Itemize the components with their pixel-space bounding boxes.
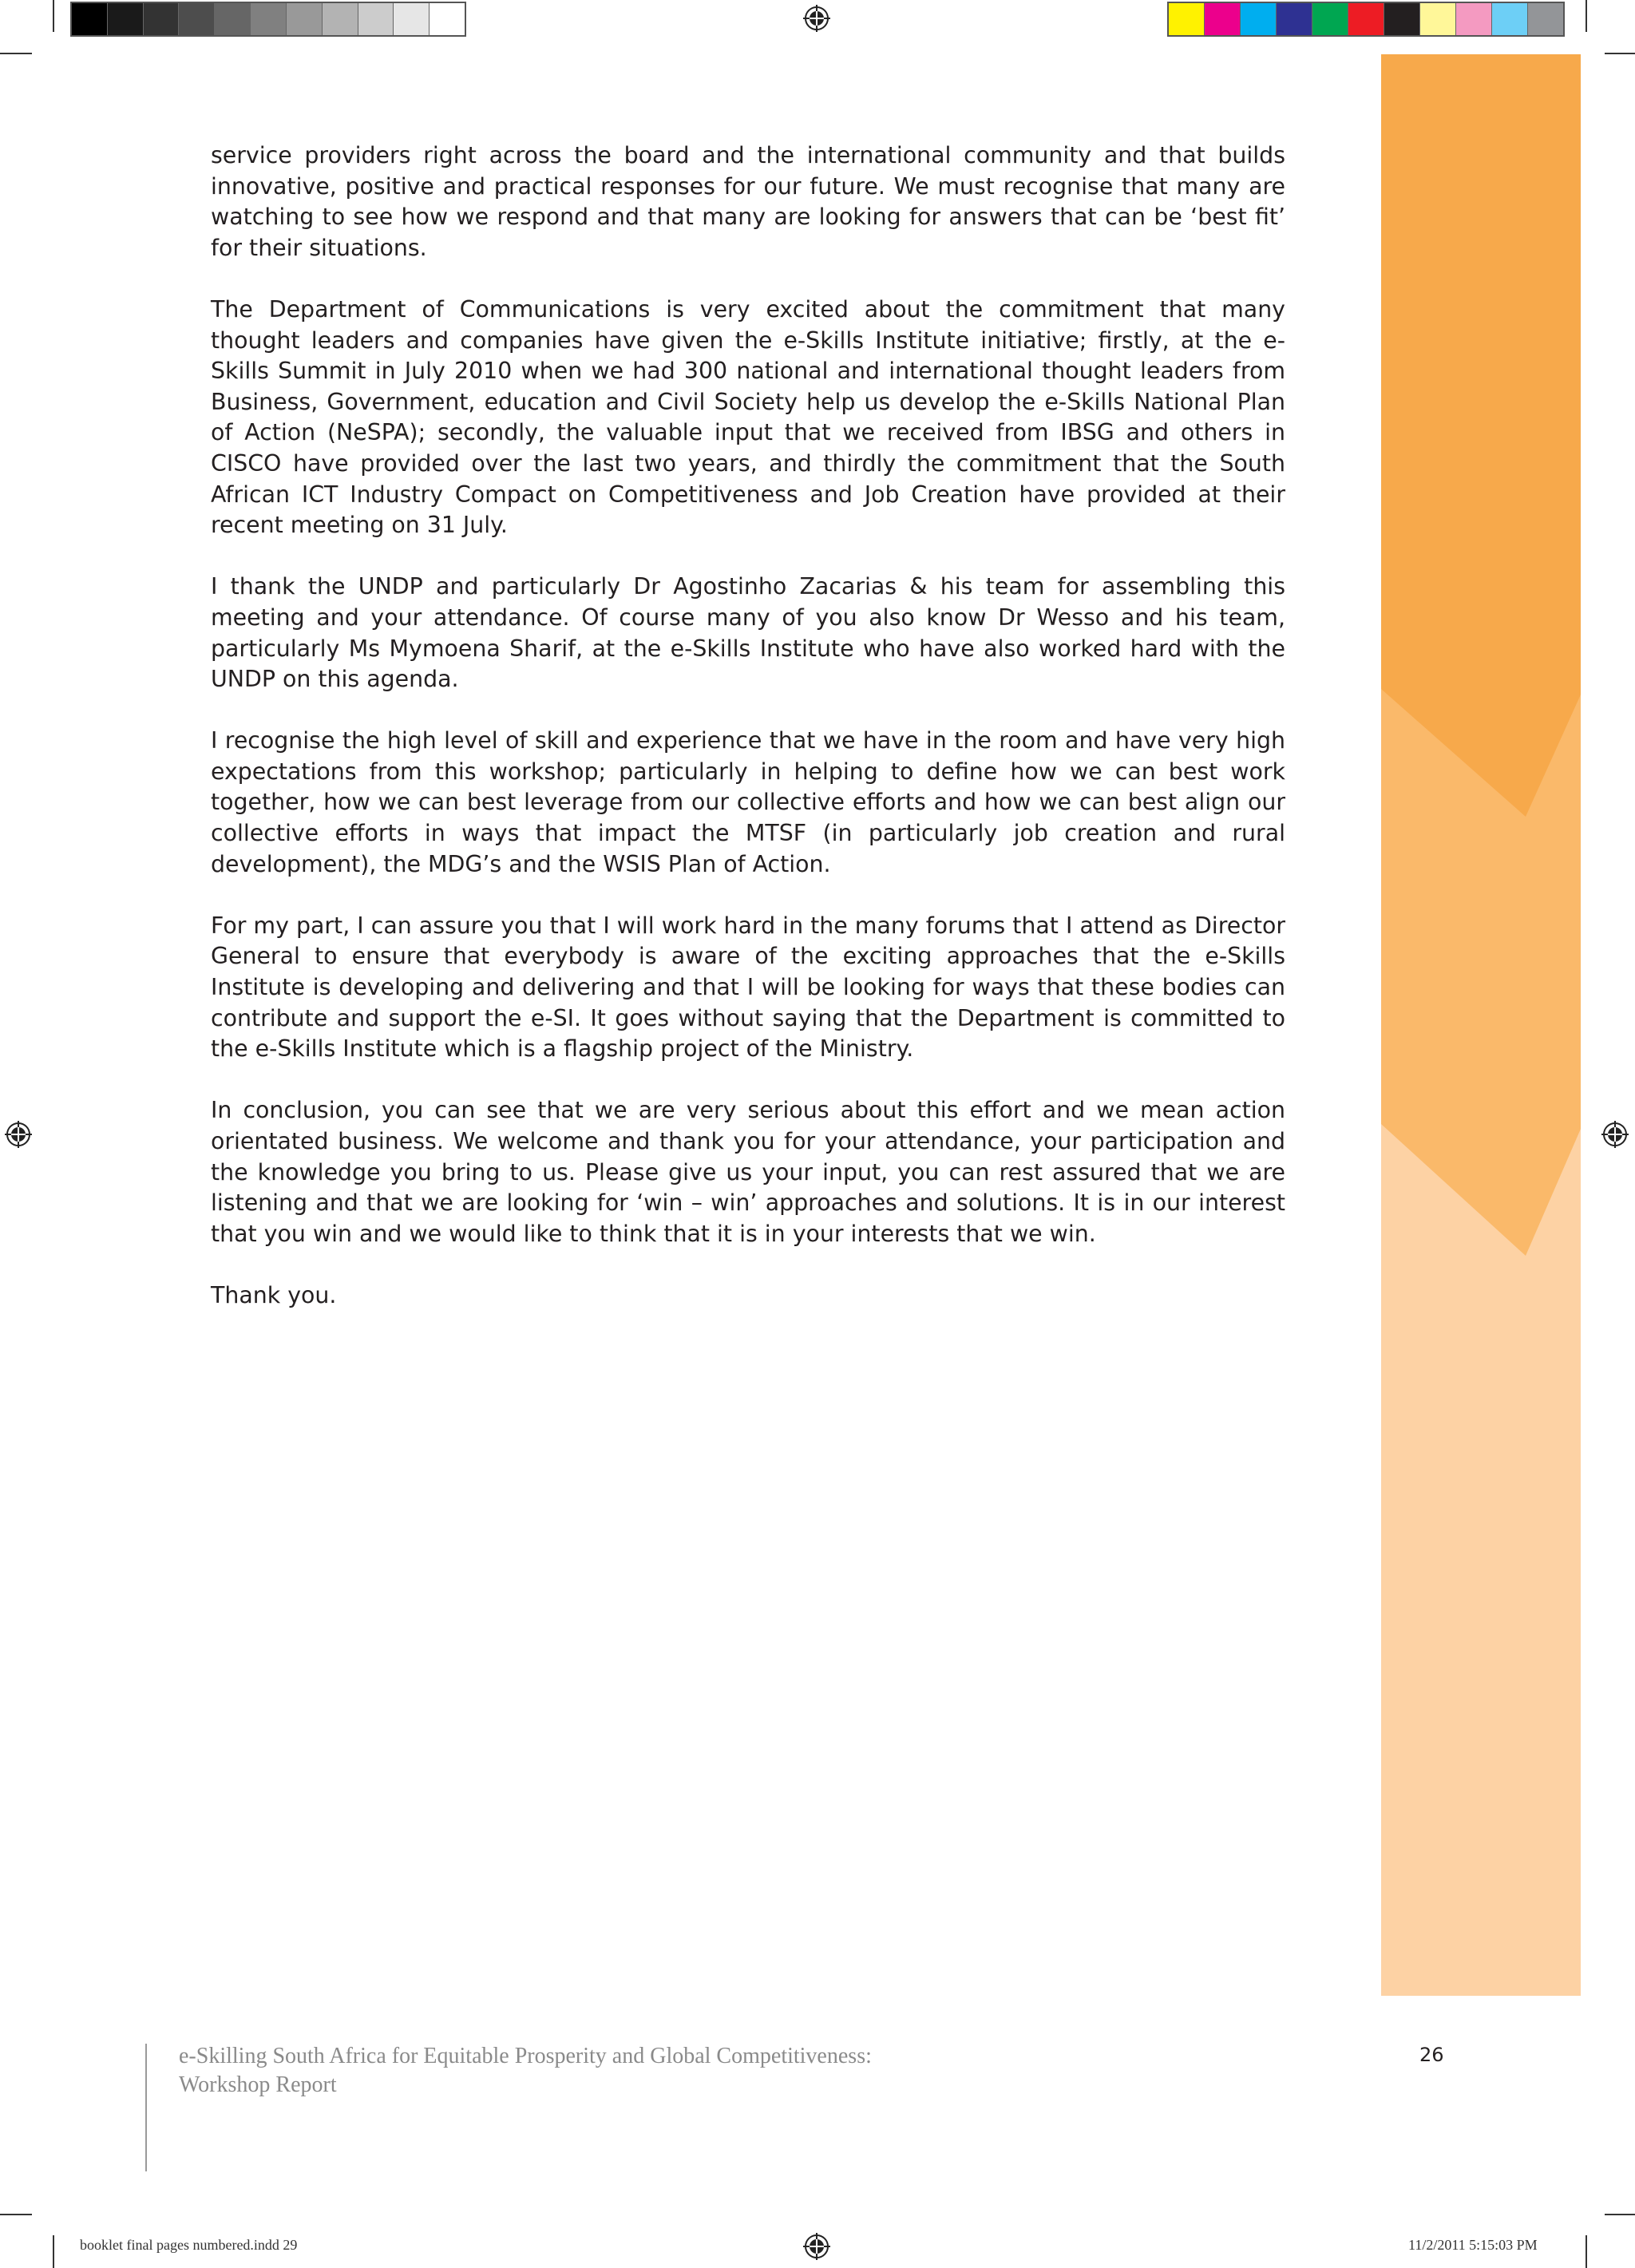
color-swatch: [1419, 3, 1455, 35]
color-swatch: [1527, 3, 1563, 35]
registration-mark-icon: [803, 2233, 830, 2260]
registration-mark-icon: [1601, 1121, 1629, 1148]
footer-title-line: Workshop Report: [179, 2072, 337, 2097]
registration-mark-icon: [5, 1121, 32, 1148]
color-swatch: [178, 3, 214, 35]
color-calibration-bar: [1167, 2, 1565, 37]
color-swatch: [1384, 3, 1419, 35]
crop-mark: [1586, 2235, 1587, 2268]
crop-mark: [1586, 0, 1587, 32]
color-swatch: [1312, 3, 1348, 35]
color-swatch: [214, 3, 250, 35]
color-swatch: [1455, 3, 1491, 35]
color-swatch: [286, 3, 322, 35]
color-swatch: [358, 3, 394, 35]
crop-mark: [1605, 53, 1635, 54]
color-swatch: [429, 3, 465, 35]
color-swatch: [393, 3, 429, 35]
color-swatch: [1204, 3, 1240, 35]
color-swatch: [250, 3, 286, 35]
paragraph: In conclusion, you can see that we are very serious about this effort and we mean action orientated business. We welcome and thank you for your attendance, your participation and the knowledge you bring to us. Please give us your input, you can rest assured that we are listening and that we are looking for ‘win – win’ approaches and solutions. It is in our interest that you win and we would like to think that it is in your interests that we win.: [211, 1097, 1285, 1247]
paragraph: The Department of Communications is very excited about the commitment that many thought leaders and companies have given the e-Skills Institute initiative; firstly, at the e-Skills Summit in July 2010 when we had 300 national and international thought leaders from Business, Government, education and Civil Society help us develop the e-Skills National Plan of Action (NeSPA); secondly, the valuable input that we received from IBSG and others in CISCO have provided over the last two years, and thirdly the commitment that the South African ICT Industry Compact on Competitiveness and Job Creation have provided at their recent meeting on 31 July.: [211, 295, 1285, 539]
registration-mark-icon: [803, 5, 830, 32]
color-swatch: [143, 3, 179, 35]
grey-calibration-bar: [70, 2, 466, 37]
paragraph: service providers right across the board and the international community and that builds innovative, positive and practical responses for our future. We must recognise that many are watching to see how we respond and that many are looking for answers that can be ‘best fit’ for their situations.: [211, 142, 1285, 261]
footer-divider: [145, 2044, 147, 2171]
color-swatch: [1169, 3, 1204, 35]
color-swatch: [1240, 3, 1276, 35]
paragraph: I recognise the high level of skill and experience that we have in the room and have very high expectations from this workshop; particularly in helping to define how we can best work together, how we can best leverage from our collective efforts and how we can best align our collective efforts in ways that impact the MTSF (in particularly job creation and rural development), the MDG’s and the WSIS Plan of Action.: [211, 727, 1285, 877]
color-swatch: [107, 3, 143, 35]
body-text: [211, 141, 1285, 1342]
paragraph: I thank the UNDP and particularly Dr Agostinho Zacarias & his team for assembling this meeting and your attendance. Of course many of you also know Dr Wesso and his team, particularly Ms Mymoena Sharif, at the e-Skills Institute who have also worked hard with the UNDP on this agenda.: [211, 573, 1285, 693]
footer-title-line: e-Skilling South Africa for Equitable Prosperity and Global Competitiveness:: [179, 2044, 872, 2068]
paragraph: For my part, I can assure you that I will work hard in the many forums that I attend as Director General to ensure that everybody is aware of the exciting approaches that the e-Skills Institute is developing and delivering and that I will be looking for ways that these bodies can contribute and support the e-SI. It goes without saying that the Department is committed to the e-Skills Institute which is a flagship project of the Ministry.: [211, 912, 1285, 1063]
slug-timestamp: 11/2/2011 5:15:03 PM: [1408, 2237, 1538, 2253]
decorative-chevron-panel: [1381, 54, 1581, 1996]
crop-mark: [1605, 2214, 1635, 2215]
closing-line: Thank you.: [211, 1281, 337, 1308]
crop-mark: [0, 53, 32, 54]
color-swatch: [1348, 3, 1384, 35]
color-swatch: [1276, 3, 1312, 35]
color-swatch: [322, 3, 358, 35]
slug-filename: booklet final pages numbered.indd 29: [80, 2237, 298, 2253]
crop-mark: [0, 2214, 32, 2215]
crop-mark: [53, 0, 54, 32]
crop-mark: [53, 2235, 54, 2268]
color-swatch: [1491, 3, 1527, 35]
color-swatch: [72, 3, 107, 35]
page-number: 26: [1419, 2044, 1444, 2066]
footer-report-title: [179, 2042, 1137, 2100]
